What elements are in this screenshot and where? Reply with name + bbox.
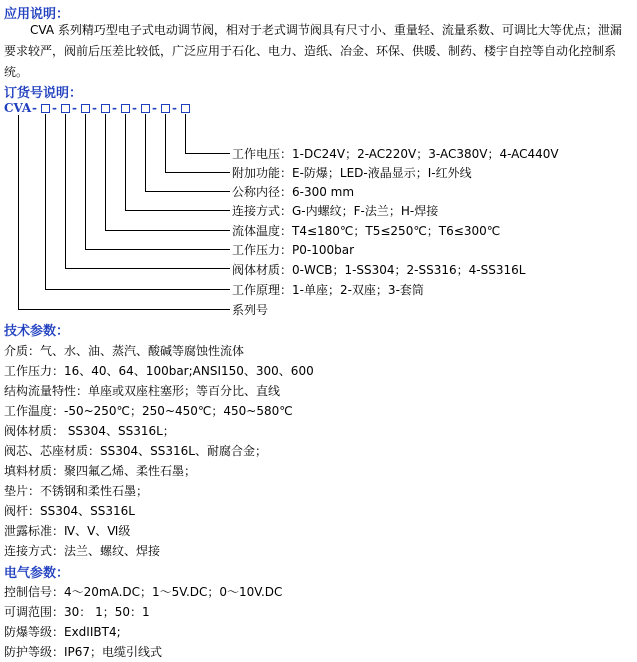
electrical-spec-protection: 防护等级：IP67；电缆引线式 — [4, 645, 163, 659]
connector-line-function — [166, 114, 231, 173]
connector-line-pressure — [86, 114, 231, 250]
tech-spec-temperature: 工作温度：-50~250℃；250~450℃；450~580℃ — [4, 404, 293, 418]
connector-line-voltage — [186, 114, 231, 154]
tech-spec-packing: 填料材质：聚四氟乙烯、柔性石墨； — [4, 464, 197, 478]
tech-spec-flow: 结构流量特性：单座或双座柱塞形；等百分比、直线 — [4, 384, 281, 398]
order-item-temperature: 流体温度：T4≤180℃；T5≤250℃；T6≤300℃ — [232, 224, 501, 238]
order-item-body-material: 阀体材质：0-WCB；1-SS304；2-SS316；4-SS316L — [232, 263, 526, 277]
electrical-spec-signal: 控制信号：4～20mA.DC；1～5V.DC；0～10V.DC — [4, 585, 283, 599]
application-heading: 应用说明： — [4, 7, 70, 22]
order-code-separator: - — [132, 101, 137, 115]
electrical-spec-explosion: 防爆等级：ExdIIBT4; — [4, 625, 121, 639]
tech-heading: 技术参数： — [4, 324, 70, 339]
order-item-voltage: 工作电压：1-DC24V；2-AC220V；3-AC380V；4-AC440V — [232, 147, 559, 161]
tech-spec-pressure: 工作压力：16、40、64、100bar;ANSI150、300、600 — [4, 364, 314, 378]
order-item-pressure: 工作压力：P0-100bar — [232, 243, 355, 257]
order-item-series: 系列号 — [232, 303, 269, 317]
electrical-spec-range: 可调范围：30： 1；50：1 — [4, 605, 150, 619]
connector-line-diameter — [146, 114, 231, 192]
tech-spec-medium: 介质：气、水、油、蒸汽、酸碱等腐蚀性流体 — [4, 344, 245, 358]
order-item-function: 附加功能：E-防爆；LED-液晶显示；I-红外线 — [232, 166, 472, 180]
order-code-separator: - — [32, 101, 37, 115]
tech-spec-connection: 连接方式：法兰、螺纹、焊接 — [4, 544, 161, 558]
order-item-connection: 连接方式：G-内螺纹；F-法兰；H-焊接 — [232, 204, 439, 218]
order-code-separator: - — [152, 101, 157, 115]
order-heading: 订货号说明： — [4, 86, 83, 101]
electrical-heading: 电气参数： — [4, 566, 70, 581]
order-code-separator: - — [112, 101, 117, 115]
order-code-prefix: CVA — [4, 101, 32, 115]
order-code-separator: - — [92, 101, 97, 115]
tech-spec-body-material: 阀体材质： SS304、SS316L； — [4, 424, 175, 438]
order-item-diameter: 公称内径：6-300 mm — [232, 185, 355, 199]
tech-spec-gasket: 垫片：不锈钢和柔性石墨； — [4, 484, 149, 498]
tech-spec-leakage: 泄露标准：Ⅳ、Ⅴ、Ⅵ级 — [4, 524, 131, 538]
tech-spec-stem: 阀杆：SS304、SS316L — [4, 504, 135, 518]
order-code-separator: - — [52, 101, 57, 115]
order-item-principle: 工作原理：1-单座；2-双座；3-套筒 — [232, 283, 424, 297]
order-code-separator: - — [172, 101, 177, 115]
connector-line-series — [19, 115, 231, 310]
application-text: CVA 系列精巧型电子式电动调节阀，相对于老式调节阀具有尺寸小、重量轻、流量系数、可调比大等优点；泄漏要求较严，阀前后压差比较低，广泛应用于石化、电力、造纸、冶金、环保、供暖、制药、楼宇自控等自动化控制系统。 — [4, 23, 622, 79]
order-code-separator: - — [72, 101, 77, 115]
connector-line-principle — [46, 114, 231, 290]
tech-spec-core-material: 阀芯、芯座材质：SS304、SS316L、耐腐合金； — [4, 444, 267, 458]
connector-line-connection — [126, 114, 231, 211]
